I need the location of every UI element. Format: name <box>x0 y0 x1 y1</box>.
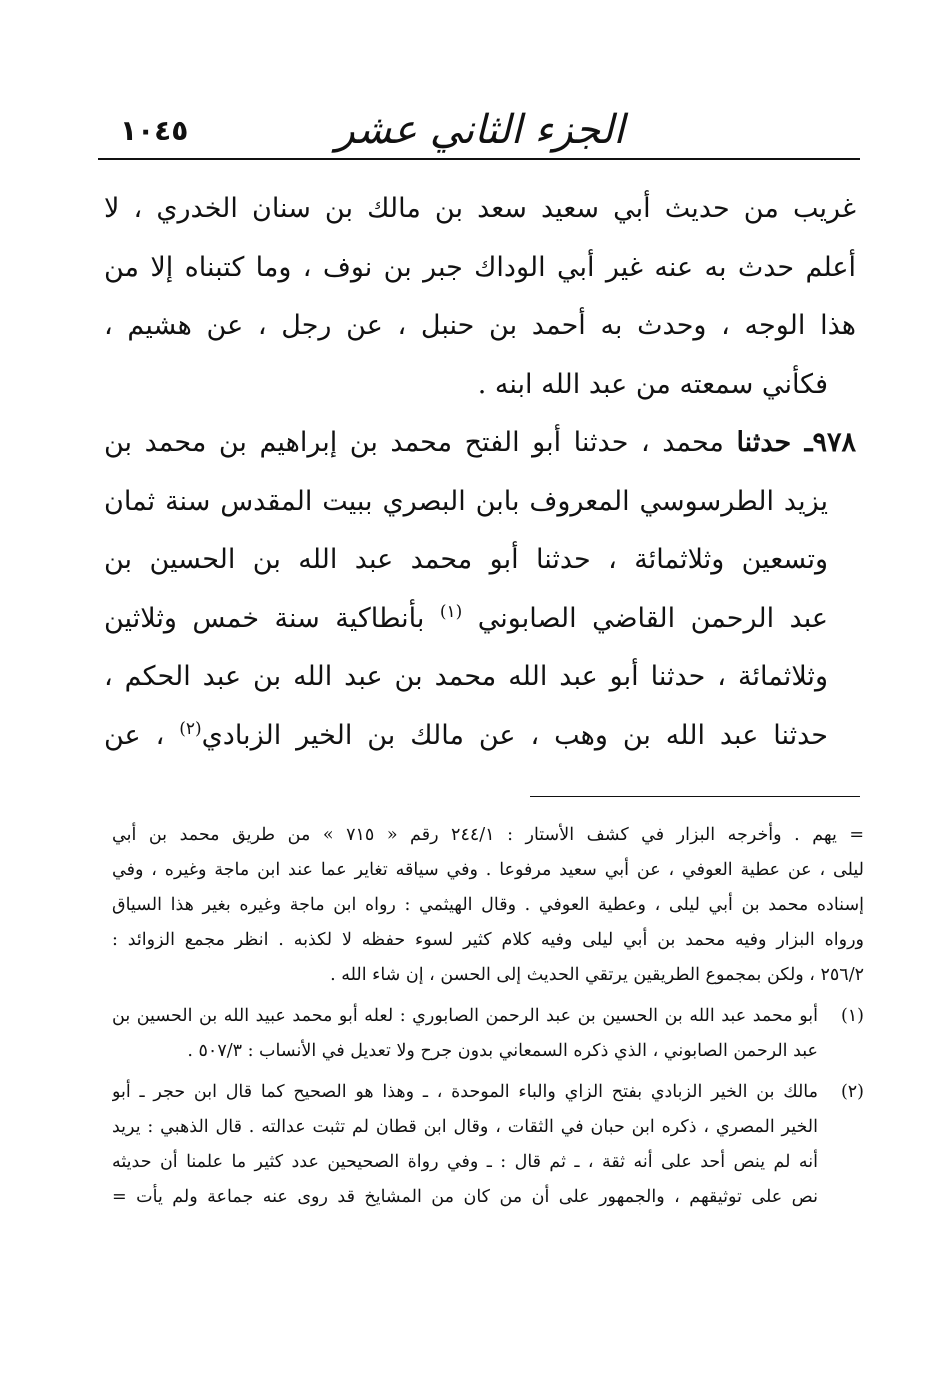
running-title: الجزء الثاني عشر <box>335 107 625 153</box>
footnote-line: ورواه البزار وفيه محمد بن أبي ليلى وفيه كلام كثير لسوء حفظه لا لكذبه . انظر مجمع الزوائد : <box>112 930 864 950</box>
footnotes <box>112 818 864 1221</box>
footnote-2 <box>112 1075 864 1215</box>
text-line: وثلاثمائة ، حدثنا أبو عبد الله محمد بن عبد الله بن عبد الحكم ، <box>104 661 828 692</box>
footnote-line: الخير المصري ، ذكره ابن حبان في الثقات ، وقال ابن قطان لم تثبت عدالته . قال الذهبي : يريد <box>112 1117 818 1137</box>
text-segment: حدثنا عبد الله بن وهب ، عن مالك بن الخير الزبادي <box>201 719 828 751</box>
text-segment: ، عن <box>104 719 180 751</box>
footnote-text: أبو محمد عبد الله بن الحسين بن عبد الرحمن الصابوري : لعله أبو محمد عبيد الله بن الحسين بن <box>112 1006 818 1026</box>
footnote-marker-2: (٢) <box>840 1082 864 1102</box>
footnote-line <box>112 999 864 1034</box>
text-line-with-ref <box>104 590 856 649</box>
header-divider <box>98 158 860 160</box>
page-header <box>98 100 860 160</box>
text-line-with-ref <box>104 707 856 766</box>
text-line: أعلم حدث به عنه غير أبي الوداك جبر بن نوف ، وما كتبناه إلا من <box>104 251 856 283</box>
text-line: وتسعين وثلاثمائة ، حدثنا أبو محمد عبد الله بن الحسين بن <box>104 544 828 575</box>
footnote-line: ليلى ، عن عطية العوفي ، عن أبي سعيد مرفوعا . وفي سياقه تغاير عما عند ابن ماجة وغيره ، وفي <box>112 860 864 880</box>
footnote-line: إسناده محمد بن أبي ليلى ، وعطية العوفي . وقال الهيثمي : رواه ابن ماجة وغيره بغير هذا السياق <box>112 895 864 915</box>
footnote-divider <box>530 796 860 797</box>
entry-first-line <box>104 414 856 473</box>
footnote-line: عبد الرحمن الصابوني ، الذي ذكره السمعاني بدون جرح ولا تعديل في الأنساب : ٥٠٧/٣ . <box>187 1041 818 1061</box>
footnote-line: = يهم . وأخرجه البزار في كشف الأستار : ٢٤٤/١ رقم « ٧١٥ » من طريق محمد بن أبي <box>112 825 864 845</box>
text-line: فكأني سمعته من عبد الله ابنه . <box>477 368 828 400</box>
entry-number: ٩٧٨ <box>812 427 856 458</box>
text-segment: بأنطاكية سنة خمس وثلاثين <box>104 602 440 634</box>
footnote-ref-1: (١) <box>439 601 463 622</box>
main-text <box>104 180 856 765</box>
footnote-text: مالك بن الخير الزبادي بفتح الزاي والباء الموحدة ، ـ وهذا هو الصحيح كما قال ابن حجر ـ أبو <box>112 1082 818 1102</box>
page-number: ١٠٤٥ <box>120 114 189 147</box>
entry-heading: ـ حدثنا <box>736 427 813 458</box>
footnote-marker-1: (١) <box>840 1006 864 1026</box>
text-line: غريب من حديث أبي سعيد سعد بن مالك بن سنان الخدري ، لا <box>104 193 856 224</box>
footnote-line: نص على توثيقهم ، والجمهور على أن من كان من المشايخ قد روى عنه جماعة ولم يأت = <box>112 1187 818 1207</box>
footnote-line: أنه لم ينص أحد على أنه ثقة ، ـ ثم قال : ـ وفي رواة الصحيحين عدد كثير ما علمنا أن حديثه <box>112 1152 818 1172</box>
text-line: هذا الوجه ، وحدث به أحمد بن حنبل ، عن رجل ، عن هشيم ، <box>104 310 856 341</box>
footnote-line <box>112 1075 864 1110</box>
footnote-1 <box>112 999 864 1069</box>
text-segment: عبد الرحمن القاضي الصابوني <box>462 602 828 634</box>
footnote-continuation <box>112 818 864 993</box>
text-line: يزيد الطرسوسي المعروف بابن البصري ببيت المقدس سنة ثمان <box>104 485 828 517</box>
entry-text: محمد ، حدثنا أبو الفتح محمد بن إبراهيم بن محمد بن <box>104 427 737 458</box>
footnote-ref-2: (٢) <box>179 718 202 739</box>
footnote-line: ٢٥٦/٢ ، ولكن بمجموع الطريقين يرتقي الحديث إلى الحسن ، إن شاء الله . <box>330 965 864 985</box>
